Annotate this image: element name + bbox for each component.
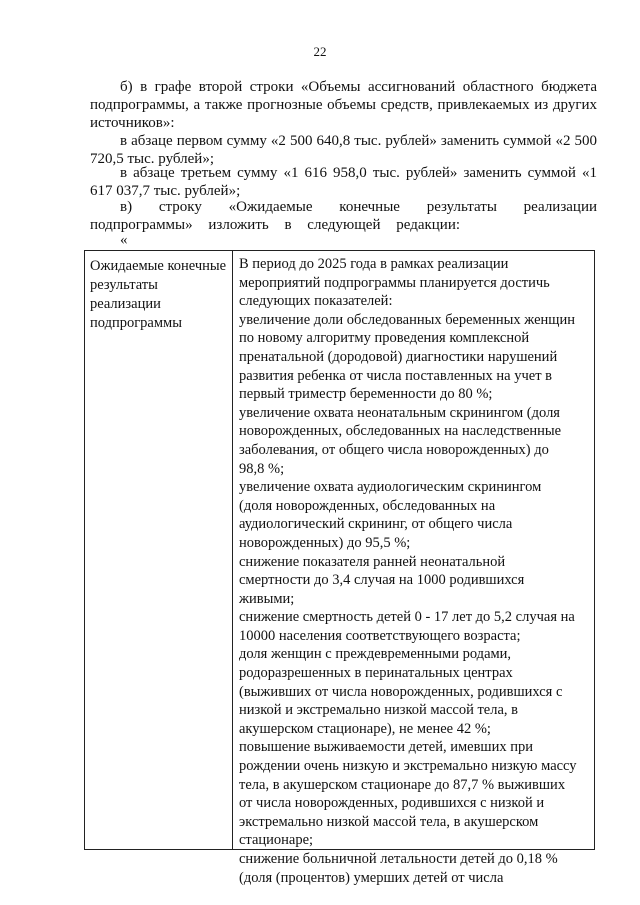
- table-content-line: мероприятий подпрограммы планируется достичь: [239, 274, 550, 291]
- table-content-line: снижение смертность детей 0 - 17 лет до 5,2 случая на: [239, 609, 575, 626]
- table-content-line: В период до 2025 года в рамках реализации: [239, 256, 509, 272]
- table-content-line: акушерском стационаре), не менее 42 %;: [239, 720, 491, 737]
- table-content-line: пренатальной (дородовой) диагностики нарушений: [239, 348, 558, 365]
- table-content-line: снижение показателя ранней неонатальной: [239, 553, 506, 570]
- table-content-line: снижение больничной летальности детей до 0,18 %: [239, 851, 558, 867]
- table-content-line: по новому алгоритму проведения комплексной: [239, 330, 530, 347]
- table-content-line: тела, в акушерском стационаре до 87,7 % выживших: [239, 776, 566, 793]
- table-content-line: смертности до 3,4 случая на 1000 родившихся: [239, 572, 525, 589]
- table-content-cell: [239, 255, 591, 887]
- page-number: 22: [313, 44, 327, 59]
- paragraph-b: б) в графе второй строки «Объемы ассигнований областного бюджета подпрограммы, а также прогнозные объемы средств, привлекаемых из других источников»:: [90, 79, 597, 131]
- table-label-cell: Ожидаемые конечные результаты реализации подпрограммы: [90, 258, 227, 331]
- table-content-line: следующих показателей:: [239, 293, 393, 310]
- table-content-line: новорожденных, обследованных на наследственные: [239, 423, 562, 440]
- table-content-line: низкой и экстремально низкой массой тела, в: [239, 702, 518, 719]
- table-content-line: увеличение доли обследованных беременных женщин: [239, 311, 575, 328]
- table-content-line: стационаре;: [239, 832, 314, 849]
- table-content-line: заболевания, от общего числа новорожденных) до: [239, 441, 549, 458]
- results-table: [84, 250, 595, 886]
- table-content-line: первый триместр беременности до 80 %;: [239, 386, 493, 403]
- table-content-line: (выживших от числа новорожденных, родившихся с: [239, 683, 563, 700]
- table-content-line: живыми;: [239, 590, 295, 607]
- table-content-line: от числа новорожденных, родившихся с низкой и: [239, 795, 545, 812]
- table-content-line: аудиологический скрининг, от общего числа: [239, 516, 513, 533]
- table-content-line: 98,8 %;: [239, 460, 285, 477]
- table-content-line: новорожденных) до 95,5 %;: [239, 534, 411, 551]
- table-content-line: увеличение охвата неонатальным скринингом (доля: [239, 404, 560, 421]
- table-content-line: повышение выживаемости детей, имевших при: [239, 739, 534, 756]
- table-content-line: экстремально низкой массой тела, в акушерском: [239, 813, 539, 830]
- table-content-line: увеличение охвата аудиологическим скринингом: [239, 479, 542, 496]
- table-content-line: 10000 населения соответствующего возраста;: [239, 627, 521, 644]
- paragraph-first-sum: в абзаце первом сумму «2 500 640,8 тыс. рублей» заменить суммой «2 500 720,5 тыс. рублей»;: [90, 133, 597, 167]
- table-content-line: (доля (процентов) умерших детей от числа: [239, 869, 504, 886]
- table-content-line: рождении очень низкую и экстремально низкую массу: [239, 758, 577, 775]
- table-content-line: родоразрешенных в перинатальных центрах: [239, 665, 513, 682]
- paragraph-v: в) строку «Ожидаемые конечные результаты реализации подпрограммы» изложить в следующей редакции:: [90, 199, 597, 233]
- opening-quote: «: [120, 232, 128, 248]
- column-divider: [232, 251, 233, 849]
- paragraph-third-sum: в абзаце третьем сумму «1 616 958,0 тыс. рублей» заменить суммой «1 617 037,7 тыс. рублей»;: [90, 165, 597, 199]
- table-content-line: развития ребенка от числа поставленных на учет в: [239, 367, 552, 384]
- table-content-line: доля женщин с преждевременными родами,: [239, 646, 512, 663]
- table-content-line: (доля новорожденных, обследованных на: [239, 497, 496, 514]
